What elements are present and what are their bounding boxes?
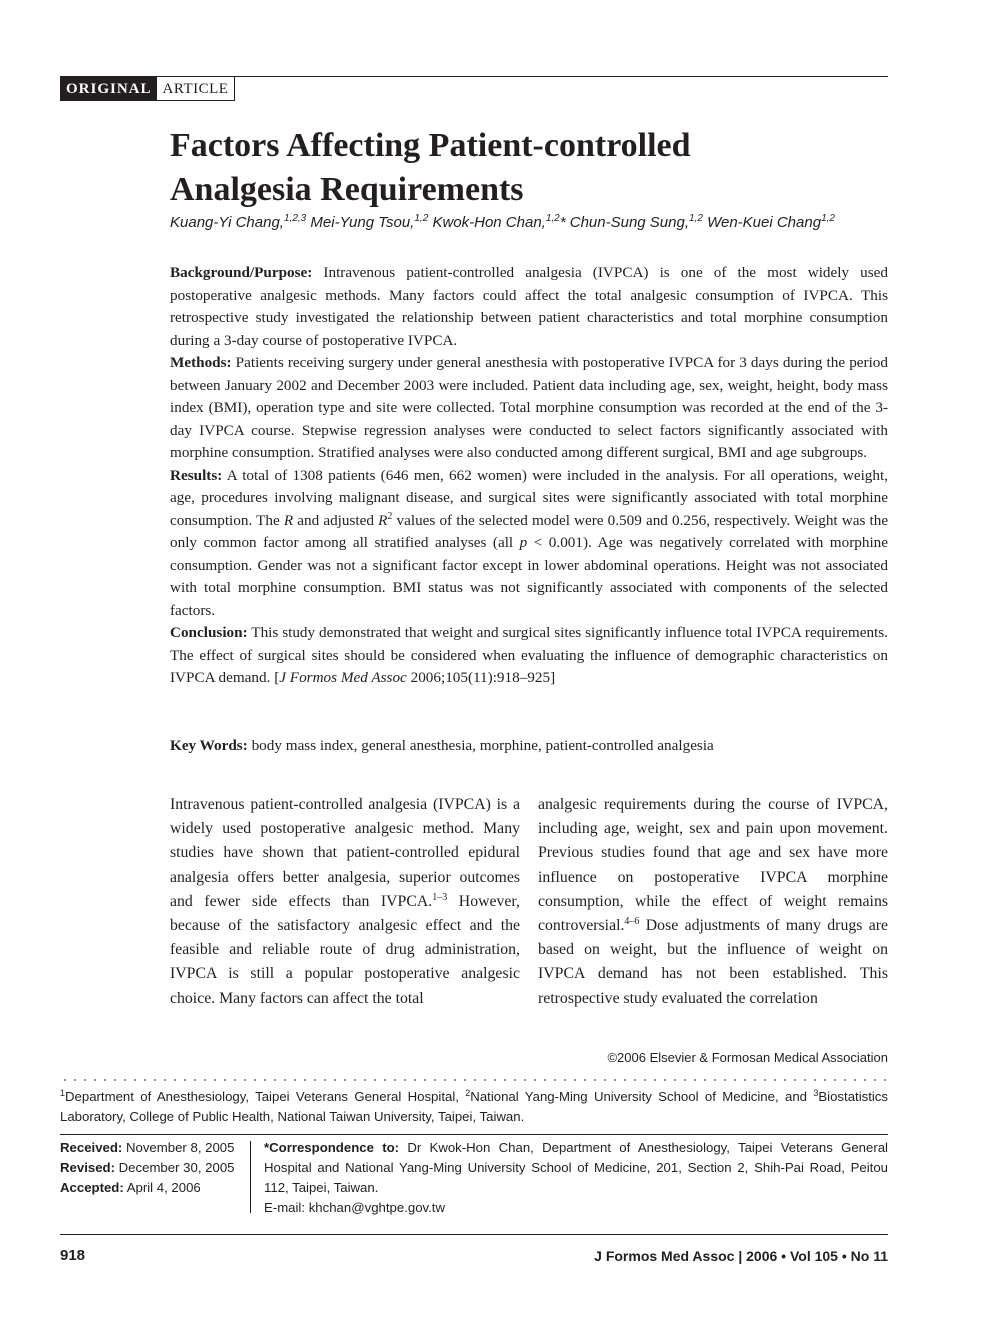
abstract-background: [170, 262, 888, 352]
citation-ref: 4–6: [624, 916, 640, 928]
body-paragraph: [170, 793, 520, 1011]
article-type-label: [60, 77, 235, 101]
author-list: [170, 212, 888, 234]
article-title: [170, 124, 888, 212]
corresponding-mark: *: [559, 214, 566, 231]
body-column-left: [170, 793, 520, 1011]
accepted-label: Accepted:: [60, 1180, 124, 1195]
affiliation-mark: 1: [60, 1088, 66, 1098]
body-column-right: [538, 793, 888, 1011]
abstract-results-label: Results:: [170, 466, 223, 484]
affiliation-mark: 2: [465, 1088, 471, 1098]
abstract-results-text: A total of 1308 patients (646 men, 662 women) were included in the analysis. For all operations, weight, age, procedures involving malignant disease, and surgical sites were significantly associated with total morphine consumption. The: [170, 466, 888, 529]
citation-journal: J Formos Med Assoc: [279, 669, 407, 686]
footer-rule: [60, 1234, 888, 1235]
abstract-background-label: Background/Purpose:: [170, 264, 313, 281]
abstract-methods-text: Patients receiving surgery under general anesthesia with postoperative IVPCA for 3 days during the period between January 2002 and December 2003 were included. Patient data including age, sex, weight, height, body mass index (BMI), operation type and site were collected. Total morphine consumption was recorded at the end of the 3-day IVPCA course. Stepwise regression analyses were conducted to select factors significantly associated with morphine consumption. Stratified analyses were also conducted among different surgical, BMI and age subgroups.: [170, 354, 888, 461]
revised-date: [60, 1158, 250, 1178]
correspondence: [264, 1138, 888, 1218]
affiliations: [60, 1087, 888, 1127]
keywords-label: Key Words:: [170, 737, 248, 754]
title-line-2: Analgesia Requirements: [170, 171, 524, 208]
abstract-conclusion: [170, 622, 888, 690]
body-text: analgesic requirements during the course of IVPCA, including age, weight, sex and pain upon movement. Previous studies found that age and sex have more influence on postoperative IVPCA morphine consumption, while the effect of weight remains controversial.: [538, 796, 888, 935]
dotted-divider: [60, 1079, 888, 1081]
title-line-1: Factors Affecting Patient-controlled: [170, 127, 691, 164]
keywords: [170, 735, 888, 757]
article-dates: [60, 1138, 250, 1198]
page-number: 918: [60, 1247, 86, 1264]
abstract-results-text: and adjusted: [297, 511, 374, 529]
author: Kuang-Yi Chang,: [170, 214, 284, 231]
accepted-value: April 4, 2006: [126, 1180, 201, 1195]
affiliation-mark: 3: [813, 1088, 819, 1098]
body-paragraph: [538, 793, 888, 1011]
author: Chun-Sung Sung,: [569, 214, 690, 231]
affiliation-text: Biostatistics Laboratory, College of Public Health, National Taiwan University, Taipei, Taiwan.: [60, 1089, 888, 1124]
abstract-results-r: R: [283, 511, 294, 529]
footnote-rule: [60, 1134, 888, 1135]
author: Wen-Kuei Chang: [707, 214, 822, 231]
label-article: ARTICLE: [157, 77, 235, 100]
citation-ref: 1–3: [432, 891, 448, 903]
journal-footer: J Formos Med Assoc | 2006 • Vol 105 • No 11: [594, 1248, 888, 1264]
author-affiliation: 1,2: [545, 213, 560, 224]
abstract-conclusion-label: Conclusion:: [170, 624, 248, 641]
keywords-text: body mass index, general anesthesia, morphine, patient-controlled analgesia: [251, 737, 714, 754]
body-text: Intravenous patient-controlled analgesia (IVPCA) is a widely used postoperative analgesic method. Many studies have shown that patient-controlled epidural analgesia offers better analgesia, superior outcomes and fewer side effects than IVPCA.: [170, 796, 520, 910]
received-label: Received:: [60, 1140, 123, 1155]
revised-value: December 30, 2005: [118, 1160, 235, 1175]
abstract-results-text: < 0.001). Age was negatively correlated with morphine consumption. Gender was not a significant factor except in lower abdominal operations. Height was not associated with total morphine consumption. BMI status was not significantly associated with components of the selected factors.: [170, 534, 889, 619]
accepted-date: [60, 1178, 250, 1198]
author-affiliation: 1,2: [414, 213, 429, 224]
abstract-results-text: values of the selected model were 0.509 and 0.256, respectively. Weight was the only common factor among all stratified analyses (all: [170, 511, 889, 551]
abstract-background-text: Intravenous patient-controlled analgesia (IVPCA) is one of the most widely used postoperative analgesic methods. Many factors could affect the total analgesic consumption of IVPCA. This retrospective study investigated the relationship between patient characteristics and total morphine consumption during a 3-day course of postoperative IVPCA.: [170, 264, 888, 349]
abstract-methods: [170, 352, 888, 465]
correspondence-address: [264, 1138, 888, 1198]
abstract-methods-label: Methods:: [170, 354, 232, 371]
affiliation-text: Department of Anesthesiology, Taipei Veterans General Hospital,: [65, 1089, 459, 1104]
revised-label: Revised:: [60, 1160, 115, 1175]
author: Kwok-Hon Chan,: [432, 214, 546, 231]
received-value: November 8, 2005: [125, 1140, 235, 1155]
received-date: [60, 1138, 250, 1158]
correspondence-text: Dr Kwok-Hon Chan, Department of Anesthesiology, Taipei Veterans General Hospital and National Yang-Ming University School of Medicine, 201, Section 2, Shih-Pai Road, Peitou 112, Taipei, Taiwan.: [264, 1140, 888, 1195]
author-affiliation: 1,2,3: [283, 213, 307, 224]
abstract-results-p: p: [519, 534, 528, 551]
author: Mei-Yung Tsou,: [310, 214, 415, 231]
abstract-results: [170, 465, 888, 623]
affiliation-text: National Yang-Ming University School of Medicine, and: [470, 1089, 807, 1104]
label-original: ORIGINAL: [61, 77, 157, 100]
abstract-results-r2-sup: 2: [387, 510, 393, 522]
author-affiliation: 1,2: [689, 213, 703, 224]
abstract: [170, 262, 888, 690]
abstract-conclusion-text: This study demonstrated that weight and surgical sites significantly influence total IVPCA requirements. The effect of surgical sites should be considered when evaluating the influence of demographic characteristics on IVPCA demand. [: [170, 624, 888, 686]
correspondence-label: *Correspondence to:: [264, 1140, 400, 1155]
abstract-results-r2: R: [378, 511, 388, 529]
dates-divider: [250, 1141, 251, 1213]
body-text: Dose adjustments of many drugs are based on weight, but the influence of weight on IVPCA demand has not been established. This retrospective study evaluated the correlation: [538, 917, 888, 1007]
correspondence-email[interactable]: E-mail: khchan@vghtpe.gov.tw: [264, 1200, 445, 1215]
citation-details: 2006;105(11):918–925]: [410, 669, 556, 686]
body-text: However, because of the satisfactory analgesic effect and the feasible and reliable route of drug administration, IVPCA is still a popular postoperative analgesic choice. Many factors can affect the total: [170, 892, 520, 1007]
author-affiliation: 1,2: [821, 213, 835, 224]
copyright: ©2006 Elsevier & Formosan Medical Association: [607, 1050, 888, 1065]
